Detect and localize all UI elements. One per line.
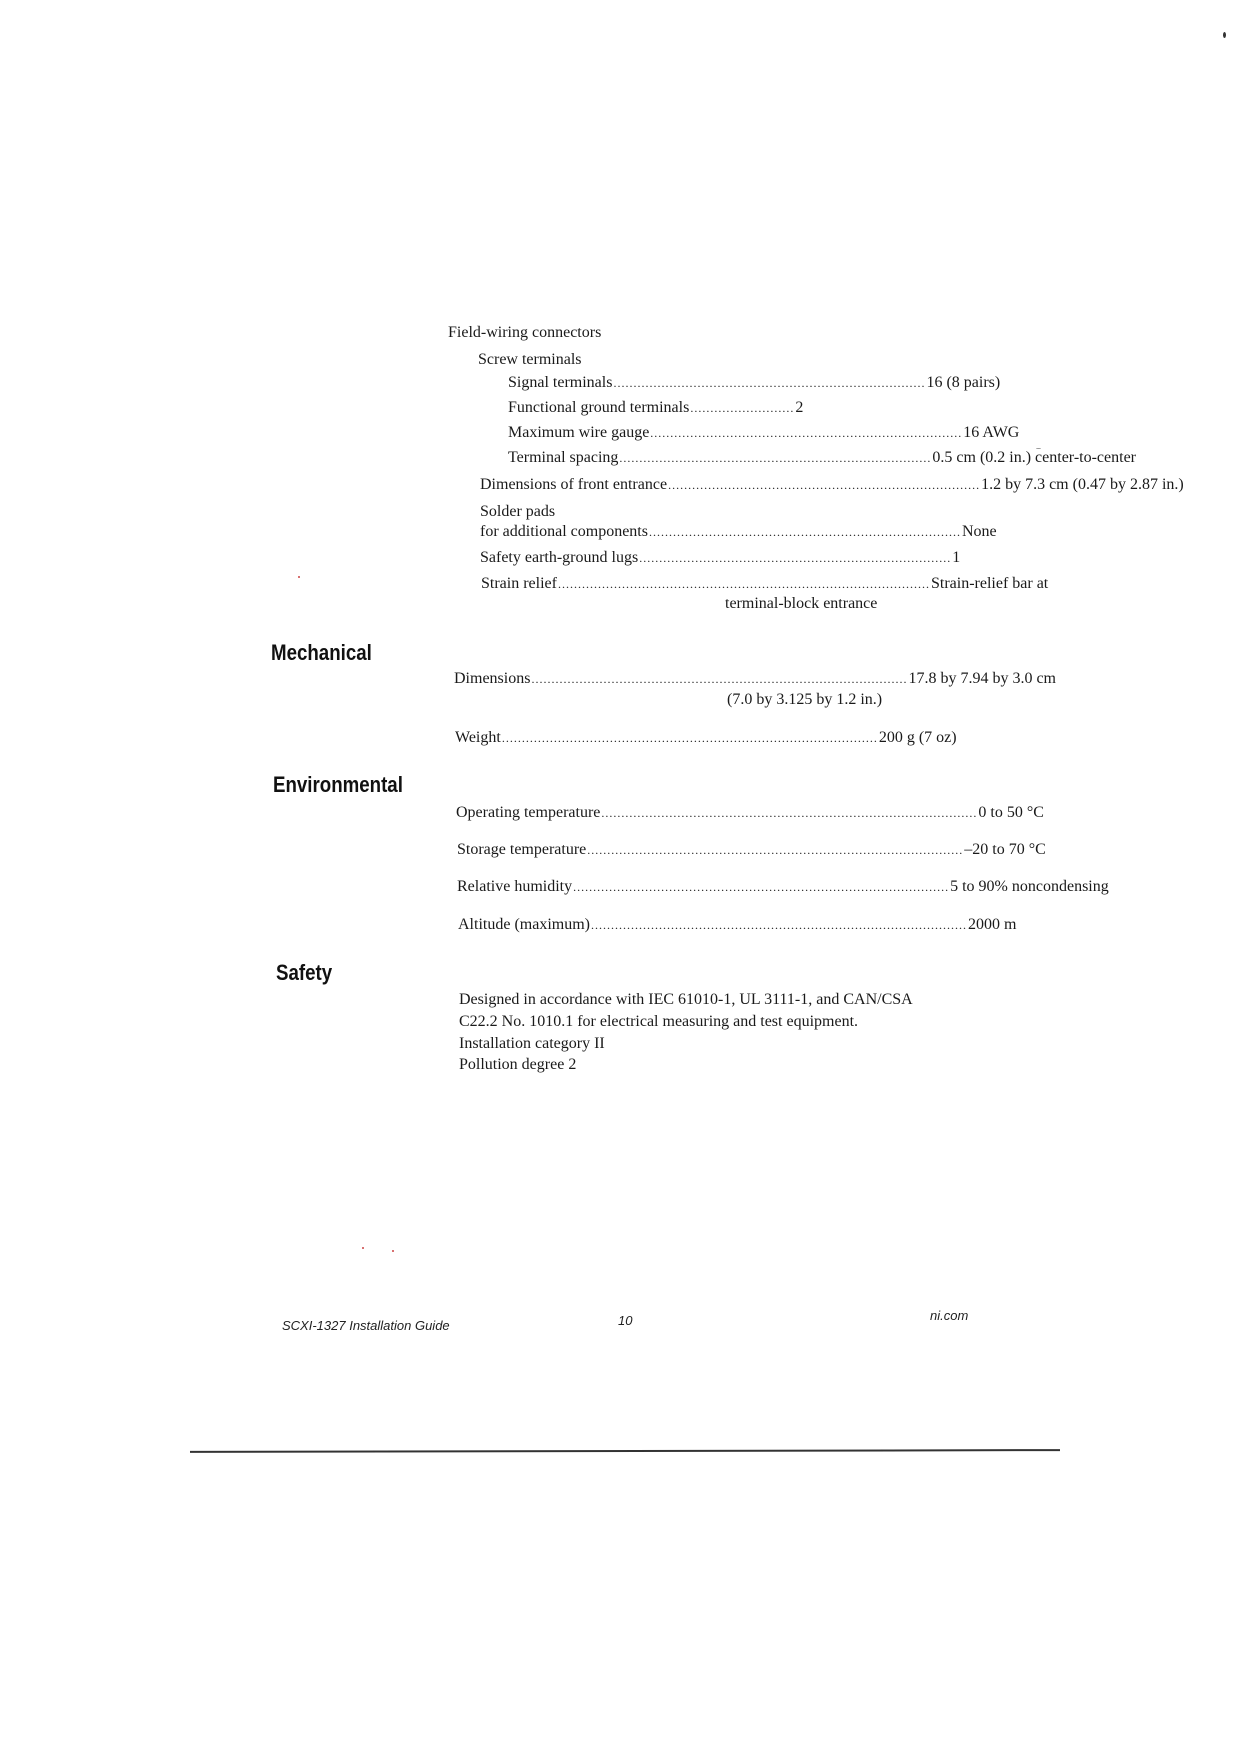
spec-row-front-entrance: Dimensions of front entrance .............................................................................. 1.2 by 7.3 cm (0.47 by 2.87 in.) [480, 476, 1184, 493]
spec-value: None [961, 523, 997, 540]
spec-value: 16 AWG [963, 424, 1020, 441]
section-heading-environmental: Environmental [273, 772, 403, 797]
spec-label: Dimensions [454, 670, 531, 687]
safety-line-4: Pollution degree 2 [459, 1056, 577, 1073]
spec-label: for additional components [480, 523, 648, 540]
spec-label: Maximum wire gauge [508, 424, 650, 441]
footer-site: ni.com [930, 1308, 969, 1323]
spec-row-solder-pads: for additional components .............................................................................. None [480, 523, 997, 540]
spec-row-weight: Weight .............................................................................................. 200 g (7 oz) [455, 729, 957, 746]
footer-guide-title: SCXI-1327 Installation Guide [282, 1318, 450, 1333]
scan-speck [298, 576, 300, 578]
spec-label: Storage temperature [457, 841, 587, 858]
spec-label: Relative humidity [457, 878, 573, 895]
spec-label: Strain relief [481, 575, 557, 592]
spec-row-dimensions: Dimensions .............................................................................................. 17.8 by 7.94 by 3.0 cm [454, 670, 1056, 687]
spec-value: –20 to 70 °C [964, 841, 1046, 858]
section-heading-mechanical: Mechanical [271, 640, 372, 665]
spec-value: 5 to 90% noncondensing [950, 878, 1109, 895]
screw-terminals-label: Screw terminals [478, 351, 582, 368]
spec-label: Weight [455, 729, 501, 746]
strain-relief-value-continued: terminal-block entrance [725, 595, 878, 612]
safety-line-1: Designed in accordance with IEC 61010-1, UL 3111-1, and CAN/CSA [459, 991, 913, 1008]
scan-speck [1036, 448, 1041, 449]
spec-value: 200 g (7 oz) [878, 729, 957, 746]
spec-label: Operating temperature [456, 804, 601, 821]
safety-line-2: C22.2 No. 1010.1 for electrical measuring and test equipment. [459, 1013, 859, 1030]
spec-value: 1.2 by 7.3 cm (0.47 by 2.87 in.) [981, 476, 1184, 493]
section-heading-safety: Safety [276, 960, 333, 985]
page-edge-rule [190, 1449, 1060, 1453]
spec-row-earth-ground-lugs: Safety earth-ground lugs .............................................................................. 1 [480, 549, 961, 566]
dimensions-value-continued: (7.0 by 3.125 by 1.2 in.) [727, 691, 883, 708]
solder-pads-label: Solder pads [480, 503, 556, 520]
spec-label: Terminal spacing [508, 449, 619, 466]
footer-page-number: 10 [618, 1313, 633, 1328]
spec-row-functional-ground: Functional ground terminals .......................... 2 [508, 399, 804, 416]
spec-row-terminal-spacing: Terminal spacing .............................................................................. 0.5 cm (0.2 in.) center-to-center [508, 449, 1136, 466]
spec-value: 0 to 50 °C [978, 804, 1044, 821]
spec-value: 1 [952, 549, 961, 566]
spec-value: 16 (8 pairs) [926, 374, 1001, 391]
spec-row-signal-terminals: Signal terminals .............................................................................. 16 (8 pairs) [508, 374, 1001, 391]
spec-row-strain-relief: Strain relief ............................................................................................. Strain-relief bar at [481, 575, 1049, 592]
scan-speck [362, 1247, 364, 1249]
spec-row-max-wire-gauge: Maximum wire gauge .............................................................................. 16 AWG [508, 424, 1020, 441]
spec-value: Strain-relief bar at [930, 575, 1049, 592]
scan-speck [392, 1250, 394, 1252]
spec-label: Dimensions of front entrance [480, 476, 668, 493]
spec-label: Safety earth-ground lugs [480, 549, 639, 566]
safety-line-3: Installation category II [459, 1035, 605, 1052]
spec-value: 0.5 cm (0.2 in.) center-to-center [932, 449, 1136, 466]
scan-speck [1223, 32, 1226, 38]
spec-value: 2000 m [967, 916, 1017, 933]
spec-row-altitude: Altitude (maximum) .............................................................................................. 2000 m [458, 916, 1017, 933]
spec-row-relative-humidity: Relative humidity .............................................................................................. 5 to 90% noncondensing [457, 878, 1109, 895]
spec-label: Signal terminals [508, 374, 613, 391]
field-wiring-title: Field-wiring connectors [448, 324, 602, 341]
spec-label: Altitude (maximum) [458, 916, 590, 933]
spec-value: 2 [795, 399, 804, 416]
spec-row-operating-temperature: Operating temperature .............................................................................................. 0 to 50 °C [456, 804, 1044, 821]
spec-row-storage-temperature: Storage temperature .............................................................................................. –20 to 70 °C [457, 841, 1046, 858]
spec-value: 17.8 by 7.94 by 3.0 cm [908, 670, 1056, 687]
spec-label: Functional ground terminals [508, 399, 690, 416]
